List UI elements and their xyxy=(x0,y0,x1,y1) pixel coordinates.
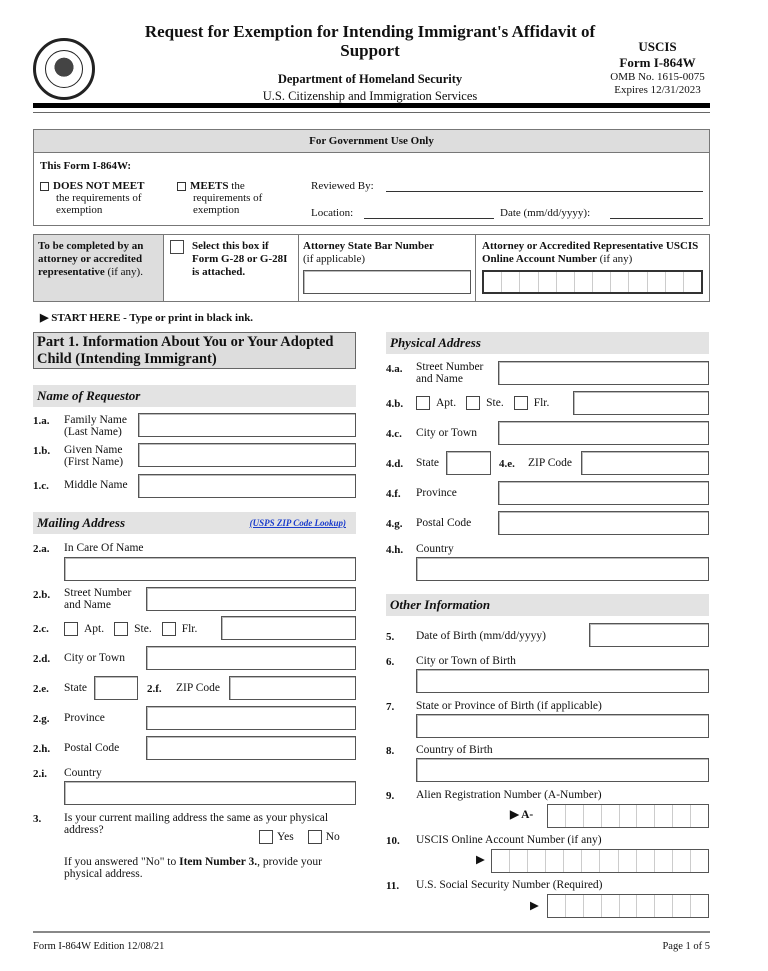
g28-option[interactable]: Select this box if Form G-28 or G-28I is attached. xyxy=(164,235,299,301)
physical-ste-checkbox[interactable] xyxy=(466,396,480,410)
physical-city-label: City or Town xyxy=(416,427,477,439)
reviewed-by-line[interactable] xyxy=(386,191,703,192)
a-number-label: Alien Registration Number (A-Number) xyxy=(416,789,602,801)
physical-country-input[interactable] xyxy=(416,557,709,581)
ssn-label: U.S. Social Security Number (Required) xyxy=(416,879,603,891)
mailing-unit-number-input[interactable] xyxy=(221,616,356,640)
mailing-state-label: State xyxy=(64,682,87,694)
agency-name: U.S. Citizenship and Immigration Services xyxy=(262,89,478,103)
mailing-street-input[interactable] xyxy=(146,587,356,611)
bar-number-cell: Attorney State Bar Number (if applicable) xyxy=(299,235,476,301)
mailing-state-input[interactable] xyxy=(94,676,138,700)
start-here-instruction: ▶ START HERE - Type or print in black ink. xyxy=(40,312,254,324)
omb-number: OMB No. 1615-0075 xyxy=(610,71,705,83)
bar-number-input[interactable] xyxy=(303,270,471,294)
location-line[interactable] xyxy=(364,218,494,219)
physical-state-input[interactable] xyxy=(446,451,491,475)
mailing-street-label: Street Number and Name xyxy=(64,587,132,611)
omb-block xyxy=(600,71,715,97)
footer-edition: Form I-864W Edition 12/08/21 xyxy=(33,941,165,952)
physical-flr-checkbox[interactable] xyxy=(514,396,528,410)
q3-no-checkbox[interactable] xyxy=(308,830,322,844)
middle-name-input[interactable] xyxy=(138,474,356,498)
physical-unit-number-input[interactable] xyxy=(573,391,709,415)
physical-unit-options: Apt. Ste. Flr. xyxy=(416,396,549,410)
meets-checkbox[interactable] xyxy=(177,182,186,191)
form-number: Form I-864W xyxy=(619,55,696,70)
mailing-section-heading: Mailing Address (USPS ZIP Code Lookup) xyxy=(33,512,356,534)
location-label: Location: xyxy=(311,207,354,219)
expiration-date: Expires 12/31/2023 xyxy=(614,84,701,96)
does-not-meet-checkbox[interactable] xyxy=(40,182,49,191)
state-of-birth-label: State or Province of Birth (if applicable) xyxy=(416,700,602,712)
q3-options: Yes No xyxy=(259,830,340,844)
mailing-country-label: Country xyxy=(64,767,102,779)
dob-input[interactable] xyxy=(589,623,709,647)
footer-rule xyxy=(33,931,710,933)
physical-street-label: Street Number and Name xyxy=(416,361,484,385)
given-name-label: Given Name (First Name) xyxy=(64,444,124,468)
agency-short: USCIS xyxy=(638,39,677,54)
physical-province-label: Province xyxy=(416,487,457,499)
mailing-apt-checkbox[interactable] xyxy=(64,622,78,636)
form-title: Request for Exemption for Intending Immigrant's Affidavit of Support xyxy=(144,22,596,60)
physical-postal-label: Postal Code xyxy=(416,517,472,529)
attorney-account-input[interactable] xyxy=(482,270,703,294)
a-number-input[interactable] xyxy=(547,804,709,828)
city-of-birth-input[interactable] xyxy=(416,669,709,693)
physical-postal-input[interactable] xyxy=(498,511,709,535)
mailing-ste-checkbox[interactable] xyxy=(114,622,128,636)
physical-country-label: Country xyxy=(416,543,454,555)
mailing-province-label: Province xyxy=(64,712,105,724)
mailing-country-input[interactable] xyxy=(64,781,356,805)
mailing-zip-input[interactable] xyxy=(229,676,356,700)
q3-question: Is your current mailing address the same as your physical address? xyxy=(64,812,329,836)
state-of-birth-input[interactable] xyxy=(416,714,709,738)
mailing-postal-label: Postal Code xyxy=(64,742,120,754)
meets-option[interactable]: MEETS the requirements of exemption xyxy=(177,180,287,216)
middle-name-label: Middle Name xyxy=(64,479,128,491)
mailing-city-label: City or Town xyxy=(64,652,125,664)
physical-street-input[interactable] xyxy=(498,361,709,385)
part1-heading: Part 1. Information About You or Your Adopted Child (Intending Immigrant) xyxy=(33,332,356,369)
dhs-seal-icon xyxy=(33,38,95,100)
header-rule-thin xyxy=(33,112,710,113)
gov-use-heading: For Government Use Only xyxy=(34,130,709,153)
government-use-box xyxy=(33,129,710,226)
dob-label: Date of Birth (mm/dd/yyyy) xyxy=(416,630,546,642)
mailing-city-input[interactable] xyxy=(146,646,356,670)
mailing-unit-options: Apt. Ste. Flr. xyxy=(64,622,197,636)
family-name-input[interactable] xyxy=(138,413,356,437)
attorney-account-cell: Attorney or Accredited Representative USCIS Online Account Number (if any) xyxy=(476,235,709,301)
physical-province-input[interactable] xyxy=(498,481,709,505)
footer-page-number: Page 1 of 5 xyxy=(662,941,710,952)
does-not-meet-option[interactable]: DOES NOT MEET the requirements of exemption xyxy=(40,180,170,216)
department-name: Department of Homeland Security xyxy=(277,72,463,86)
country-of-birth-input[interactable] xyxy=(416,758,709,782)
family-name-label: Family Name (Last Name) xyxy=(64,414,127,438)
physical-section-heading: Physical Address xyxy=(386,332,709,354)
city-of-birth-label: City or Town of Birth xyxy=(416,655,516,667)
attorney-box xyxy=(33,234,710,302)
form-id-block xyxy=(600,39,715,71)
q3-yes-checkbox[interactable] xyxy=(259,830,273,844)
g28-checkbox[interactable] xyxy=(170,240,184,254)
given-name-input[interactable] xyxy=(138,443,356,467)
usps-zip-lookup-link[interactable]: (USPS ZIP Code Lookup) xyxy=(249,518,346,528)
physical-zip-input[interactable] xyxy=(581,451,709,475)
uscis-account-arrow-icon: ▶ xyxy=(476,854,485,866)
uscis-account-input[interactable] xyxy=(491,849,709,873)
date-label: Date (mm/dd/yyyy): xyxy=(500,207,591,219)
date-line[interactable] xyxy=(610,218,703,219)
name-section-heading: Name of Requestor xyxy=(33,385,356,407)
ssn-input[interactable] xyxy=(547,894,709,918)
mailing-zip-label: ZIP Code xyxy=(176,682,220,694)
mailing-flr-checkbox[interactable] xyxy=(162,622,176,636)
in-care-of-input[interactable] xyxy=(64,557,356,581)
header-rule xyxy=(33,103,710,108)
physical-apt-checkbox[interactable] xyxy=(416,396,430,410)
attorney-note: To be completed by an attorney or accredited representative (if any). xyxy=(34,235,164,301)
q3-note: If you answered "No" to Item Number 3., provide your physical address. xyxy=(64,856,322,880)
mailing-postal-input[interactable] xyxy=(146,736,356,760)
this-form-label: This Form I-864W: xyxy=(40,160,132,172)
mailing-province-input[interactable] xyxy=(146,706,356,730)
physical-zip-label: ZIP Code xyxy=(528,457,572,469)
in-care-of-label: In Care Of Name xyxy=(64,542,144,554)
country-of-birth-label: Country of Birth xyxy=(416,744,493,756)
other-section-heading: Other Information xyxy=(386,594,709,616)
uscis-account-label: USCIS Online Account Number (if any) xyxy=(416,834,602,846)
ssn-arrow-icon: ▶ xyxy=(530,900,539,912)
a-number-prefix: ▶ A- xyxy=(510,809,534,821)
reviewed-by-label: Reviewed By: xyxy=(311,180,374,192)
physical-state-label: State xyxy=(416,457,439,469)
physical-city-input[interactable] xyxy=(498,421,709,445)
